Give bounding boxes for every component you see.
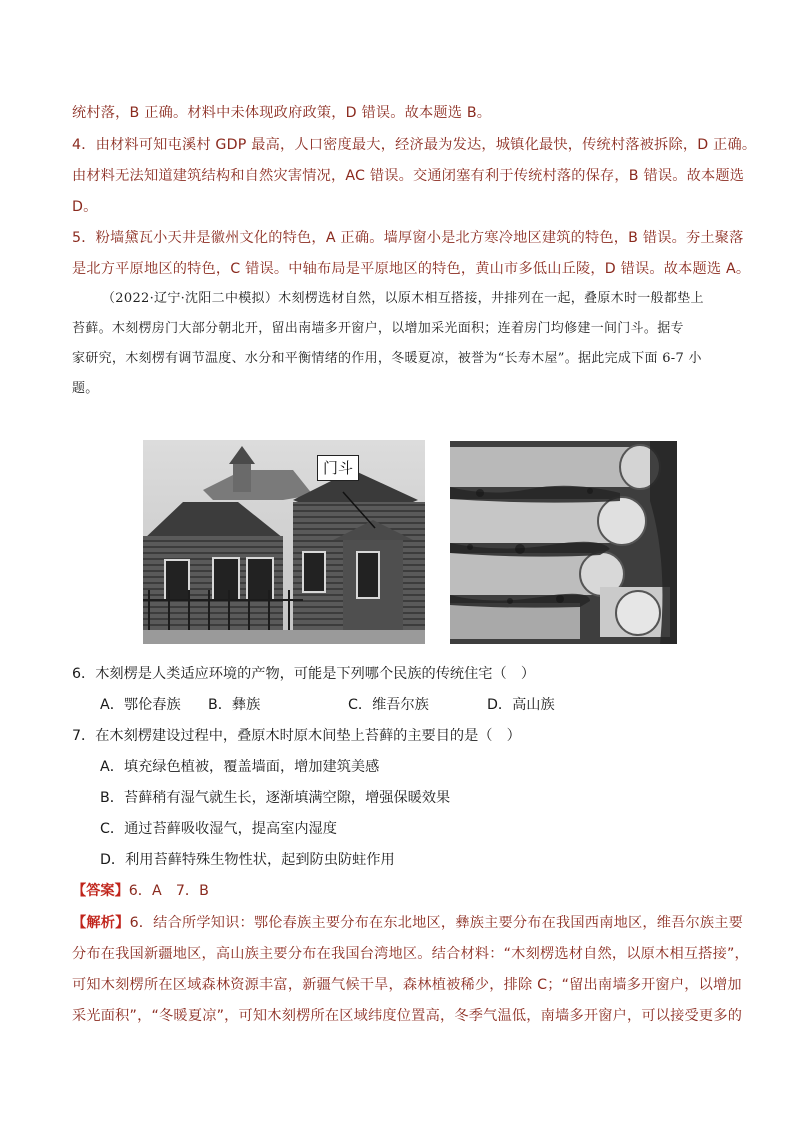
wooden-house-photo: [143, 440, 425, 644]
material-line-4: 题。: [72, 381, 99, 396]
answer-tag: 【答案】: [72, 883, 129, 899]
log-moss-photo: [450, 441, 677, 644]
q6-option-a: A．鄂伦春族: [100, 697, 181, 713]
analysis-line-2: 4．由材料可知屯溪村 GDP 最高，人口密度最大，经济最为发达，城镇化最快，传统村落被拆除，D 正确。: [72, 137, 757, 153]
material-paragraph: [72, 284, 724, 404]
answer-text: 6．A 7．B: [128, 883, 209, 899]
material-line-2: 苔藓。木刻楞房门大部分朝北开，留出南墙多开窗户，以增加采光面积；连着房门均修建一间门斗。据专: [72, 321, 684, 336]
q6-option-c: C．维吾尔族: [348, 697, 429, 713]
q7-option-b: B．苔藓稍有湿气就生长，逐渐填满空隙，增强保暖效果: [100, 790, 451, 806]
analysis-line-6: 是北方平原地区的特色，C 错误。中轴布局是平原地区的特色，黄山市多低山丘陵，D 错误。故本题选 A。: [72, 261, 751, 277]
answer-line: [72, 881, 209, 901]
q6-option-d: D．高山族: [487, 697, 555, 713]
material-line-1: （2022·辽宁·沈阳二中模拟）木刻楞选材自然，以原木相互搭接，井排列在一起，叠原木时一般都垫上: [102, 291, 704, 306]
material-line-3: 家研究，木刻楞有调节温度、水分和平衡情绪的作用，冬暖夏凉，被誉为“长寿木屋”。据此完成下面 6-7 小: [72, 351, 702, 366]
q7-option-a: A．填充绿色植被，覆盖墙面，增加建筑美感: [100, 759, 380, 775]
analysis-text-2: 分布在我国新疆地区，高山族主要分布在我国台湾地区。结合材料：“木刻楞选材自然，以原木相互搭接”，: [72, 946, 749, 962]
q7-option-d: D．利用苔藓特殊生物性状，起到防虫防蛀作用: [100, 852, 395, 868]
porch-callout-label: 门斗: [317, 455, 359, 481]
analysis-line-5: 5．粉墙黛瓦小天井是徽州文化的特色，A 正确。墙厚窗小是北方寒冷地区建筑的特色，B 错误。夯土聚落: [72, 230, 744, 246]
q7-option-c: C．通过苔藓吸收湿气，提高室内湿度: [100, 821, 337, 837]
analysis-tag: 【解析】: [72, 915, 130, 931]
question-6-stem: 6．木刻楞是人类适应环境的产物，可能是下列哪个民族的传统住宅（ ）: [72, 666, 536, 682]
analysis-line-1: 统村落，B 正确。材料中未体现政府政策，D 错误。故本题选 B。: [72, 105, 492, 121]
analysis-text-3: 可知木刻楞所在区域森林资源丰富，新疆气候干旱，森林植被稀少，排除 C；“留出南墙多开窗户，以增加: [72, 977, 742, 993]
q6-option-b: B．彝族: [208, 697, 261, 713]
question-7-stem: 7．在木刻楞建设过程中，叠原木时原木间垫上苔藓的主要目的是（ ）: [72, 728, 521, 744]
analysis-line-4: D。: [72, 199, 98, 215]
analysis-text-1: 6．结合所学知识：鄂伦春族主要分布在东北地区，彝族主要分布在我国西南地区，维吾尔族主要: [129, 915, 744, 931]
analysis-text-4: 采光面积”，“冬暖夏凉”，可知木刻楞所在区域纬度位置高，冬季气温低，南墙多开窗户，可以接受更多的: [72, 1008, 743, 1024]
analysis-block-line-1: [72, 913, 744, 933]
analysis-line-3: 由材料无法知道建筑结构和自然灾害情况，AC 错误。交通闭塞有利于传统村落的保存，B 错误。故本题选: [72, 168, 745, 184]
